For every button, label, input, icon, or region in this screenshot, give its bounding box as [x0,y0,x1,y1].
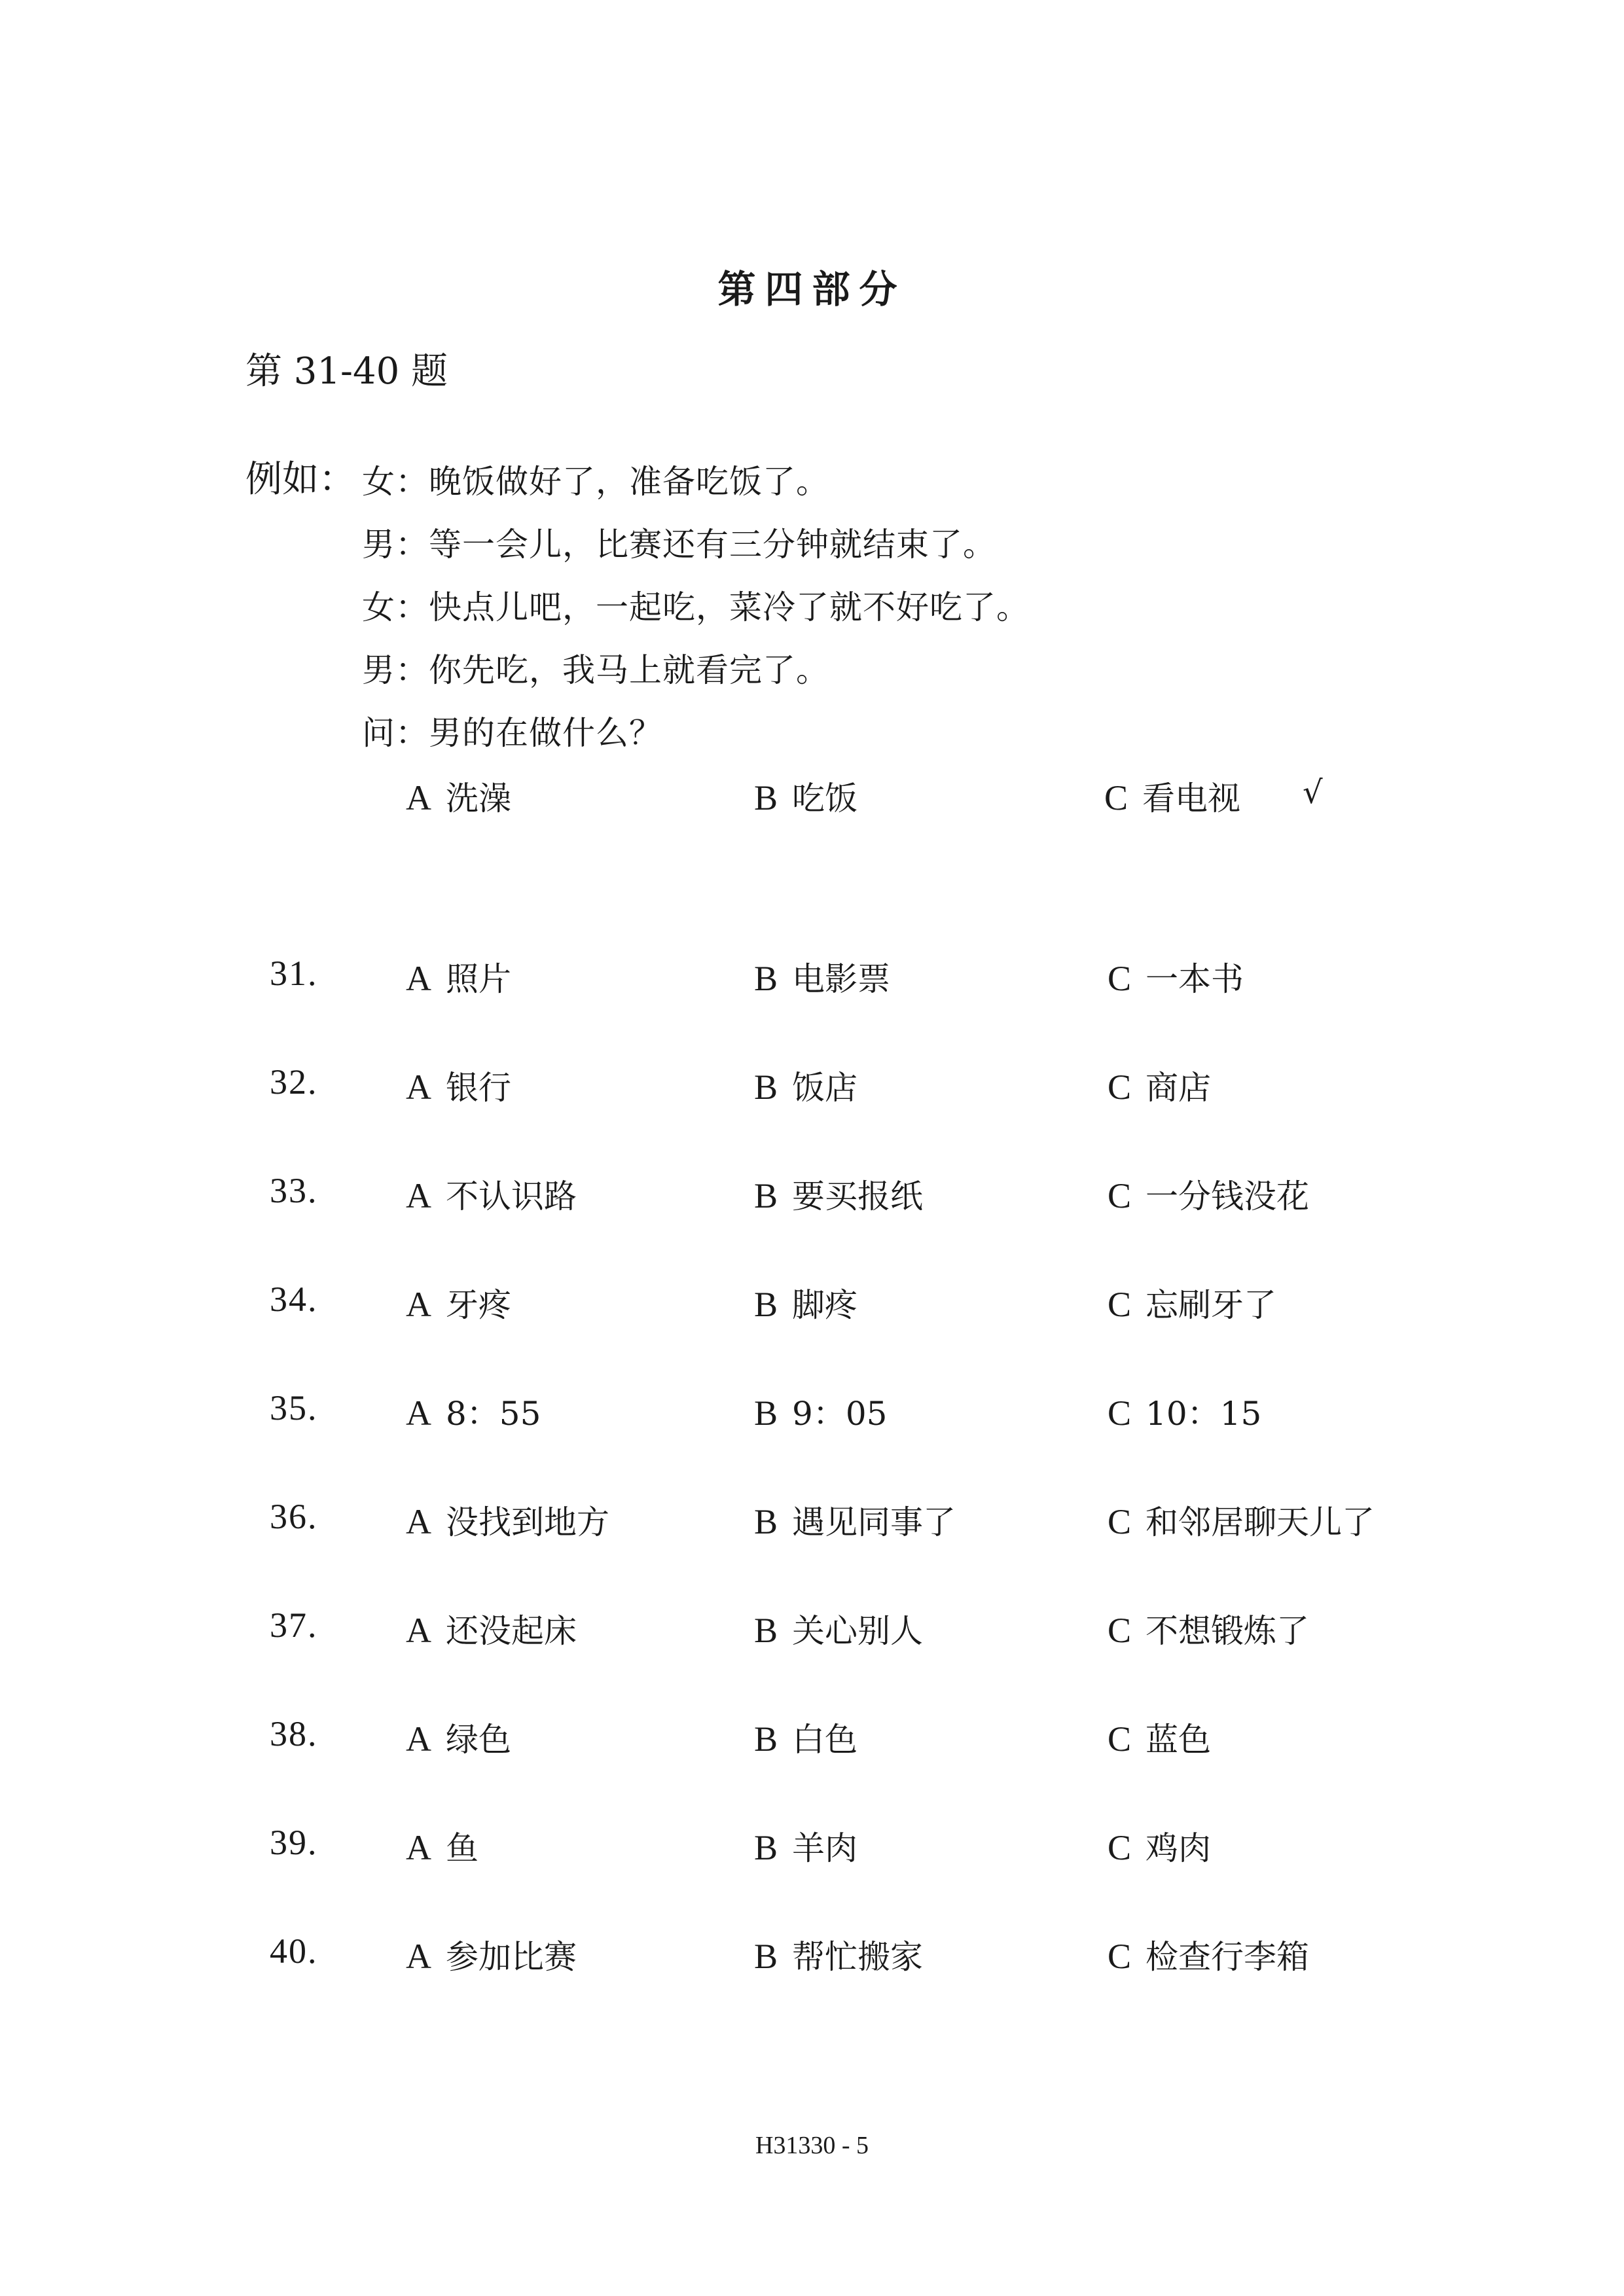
option-letter: C [1108,1067,1132,1107]
option-text: 参加比赛 [446,1938,577,1976]
question-number: 38. [270,1714,318,1753]
option-text: 白色 [792,1721,858,1759]
question-number: 32. [270,1062,318,1102]
option-letter: A [406,1937,431,1976]
answer-check-mark: √ [1303,774,1323,811]
option-text: 8：55 [446,1395,541,1433]
option-letter: C [1108,1502,1132,1541]
option-text: 商店 [1146,1069,1212,1107]
example-line: 问：男的在做什么？ [362,714,662,752]
option-text: 鸡肉 [1146,1829,1212,1867]
option-b [754,1931,923,1978]
option-a [406,1496,609,1543]
example-line: 女：快点儿吧，一起吃，菜冷了就不好吃了。 [362,588,1030,626]
question-number: 37. [270,1605,318,1645]
option-text: 蓝色 [1146,1721,1212,1759]
option-c [1108,1931,1309,1978]
option-letter: A [406,1828,431,1867]
option-c [1108,1062,1211,1109]
option-text: 10：15 [1146,1395,1262,1433]
page-footer: H31330 - 5 [755,2132,869,2159]
option-text: 牙疼 [446,1286,511,1324]
option-text: 一分钱没花 [1146,1177,1310,1215]
example-option-c [1104,772,1240,819]
option-letter: B [754,1176,778,1215]
option-b [754,1170,923,1217]
question-number: 35. [270,1388,318,1427]
question-number: 31. [270,954,318,993]
option-letter: B [754,1393,778,1433]
option-text: 还没起床 [446,1612,577,1650]
option-a [406,1931,577,1978]
option-text: 遇见同事了 [792,1503,956,1541]
option-text: 吃饭 [792,780,858,817]
option-text: 关心别人 [792,1612,924,1650]
option-text: 羊肉 [792,1829,858,1867]
option-a [406,1713,511,1761]
option-text: 没找到地方 [446,1503,609,1541]
option-letter: B [754,1937,778,1976]
option-letter: B [754,959,778,998]
option-letter: A [406,1285,431,1324]
question-number: 34. [270,1280,318,1319]
option-letter: C [1108,1719,1132,1759]
example-line: 男：等一会儿，比赛还有三分钟就结束了。 [362,526,996,564]
example-option-b [754,772,857,819]
option-b [754,953,890,1000]
question-number: 33. [270,1171,318,1210]
question-range: 第 31-40 题 [245,350,448,393]
option-letter: B [754,1285,778,1324]
option-a [406,1279,511,1326]
option-letter: A [406,1719,431,1759]
option-a [406,1605,577,1652]
option-letter: B [754,1502,778,1541]
option-text: 绿色 [446,1721,511,1759]
option-text: 电影票 [792,960,891,998]
option-letter: B [754,1719,778,1759]
option-c [1108,1388,1261,1435]
option-text: 看电视 [1142,780,1241,817]
option-letter: A [406,1611,431,1650]
option-c [1108,1822,1211,1869]
option-c [1108,1170,1309,1217]
option-text: 照片 [446,960,511,998]
option-letter: C [1108,959,1132,998]
question-number: 40. [270,1931,318,1971]
option-text: 9：05 [792,1395,888,1433]
option-c [1108,1279,1276,1326]
option-text: 一本书 [1146,960,1244,998]
option-letter: A [406,1393,431,1433]
option-text: 忘刷牙了 [1146,1286,1277,1324]
option-letter: A [406,1502,431,1541]
option-text: 要买报纸 [792,1177,924,1215]
option-letter: B [754,778,778,817]
option-c [1108,1496,1375,1543]
example-line: 女：晚饭做好了，准备吃饭了。 [362,463,829,501]
option-letter: C [1108,1828,1132,1867]
option-text: 和邻居聊天儿了 [1146,1503,1375,1541]
option-letter: C [1108,1393,1132,1433]
option-letter: C [1108,1937,1132,1976]
option-text: 脚疼 [792,1286,858,1324]
example-label: 例如： [245,458,355,501]
option-letter: B [754,1067,778,1107]
option-text: 银行 [446,1069,511,1107]
option-text: 不认识路 [446,1177,577,1215]
option-letter: A [406,1176,431,1215]
option-c [1108,1605,1309,1652]
option-letter: A [406,959,431,998]
option-b [754,1496,956,1543]
option-text: 饭店 [792,1069,858,1107]
option-a [406,1388,541,1435]
option-letter: C [1108,1285,1132,1324]
option-text: 洗澡 [446,780,511,817]
option-b [754,1713,857,1761]
option-text: 不想锻炼了 [1146,1612,1310,1650]
option-letter: B [754,1828,778,1867]
option-b [754,1822,857,1869]
option-a [406,1822,478,1869]
option-c [1108,953,1244,1000]
option-b [754,1605,923,1652]
example-line: 男：你先吃，我马上就看完了。 [362,651,829,689]
option-a [406,1170,577,1217]
option-text: 检查行李箱 [1146,1938,1310,1976]
option-letter: A [406,778,431,817]
option-text: 帮忙搬家 [792,1938,924,1976]
option-a [406,953,511,1000]
option-letter: C [1108,1611,1132,1650]
option-letter: C [1104,778,1128,817]
option-c [1108,1713,1211,1761]
section-title: 第四部分 [717,267,907,312]
question-number: 39. [270,1823,318,1862]
option-a [406,1062,511,1109]
option-letter: C [1108,1176,1132,1215]
option-b [754,1279,857,1326]
option-letter: B [754,1611,778,1650]
option-b [754,1388,887,1435]
option-text: 鱼 [446,1829,478,1867]
question-number: 36. [270,1497,318,1536]
option-b [754,1062,857,1109]
option-letter: A [406,1067,431,1107]
example-option-a [406,772,511,819]
